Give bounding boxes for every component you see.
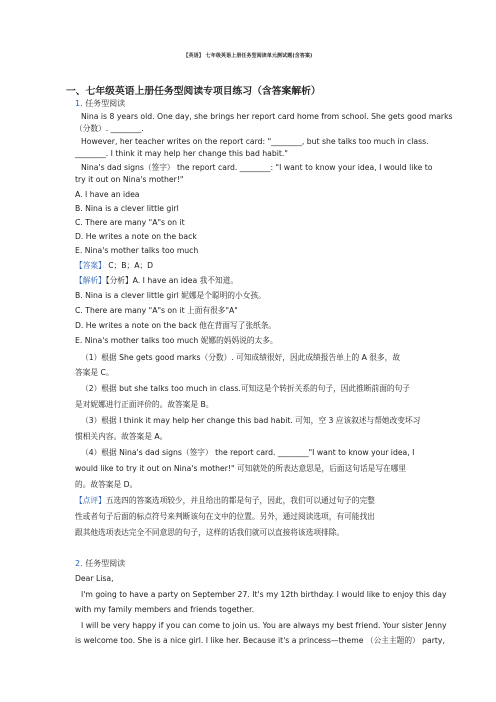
option-b: B. Nina is a clever little girl (75, 204, 179, 213)
answer-tag: 【答案】 (75, 261, 106, 270)
passage-line: However, her teacher writes on the report card: "________, but she talks too much in class. (81, 137, 429, 146)
letter-line: I will be very happy if you can come to join us. You are always my best friend. Your sister Jenny (81, 621, 447, 630)
passage-line: try it out on Nina's mother!" (75, 175, 184, 184)
section-heading: 一、七年级英语上册任务型阅读专项目练习（含答案解析） (66, 86, 321, 97)
analysis-line: 是对妮娜进行正面评价的。故答案是 B。 (75, 400, 214, 409)
comment-tag: 【点评】 (75, 496, 106, 505)
passage-line: Nina is 8 years old. One day, she brings her report card home from school. She gets good marks (81, 112, 453, 121)
analysis-text: 【分析】A. I have an idea 我不知道。 (105, 276, 239, 285)
question-number: 1. (75, 99, 83, 108)
analysis-line: C. There are many "A"s on it 上面有很多"A" (75, 306, 238, 315)
comment-text: 五选四的答案选项较少，并且给出的都是句子，因此，我们可以通过句子的完整 (105, 496, 375, 505)
analysis-tag: 【解析】 (75, 276, 106, 285)
letter-greeting: Dear Lisa, (75, 574, 114, 583)
option-c: C. There are many "A"s on it (75, 218, 185, 227)
comment-line (75, 496, 375, 506)
analysis-line: （1）根据 She gets good marks（分数）. 可知成绩很好，因此成绩报告单上的 A 很多，故 (81, 353, 401, 362)
analysis-line: （3）根据 I think it may help her change this bad habit. 可知，空 3 应该叙述与帮她改变坏习 (81, 416, 421, 425)
question-number: 2. (75, 559, 83, 568)
question-2-header (75, 558, 125, 569)
passage-line: Nina's dad signs（签字） the report card. ________: "I want to know your idea, I would like to (81, 163, 433, 172)
analysis-line: 答案是 C。 (75, 368, 114, 377)
comment-line: 性或者句子后面的标点符号来判断该句在文中的位置。另外，通过阅读选项，有可能找出 (75, 512, 375, 521)
option-a: A. I have an idea (75, 190, 140, 199)
question-label: 任务型阅读 (85, 559, 126, 568)
option-e: E. Nina's mother talks too much (75, 246, 199, 255)
analysis-line: B. Nina is a clever little girl 妮娜是个聪明的小女孩。 (75, 291, 266, 300)
analysis-line: D. He writes a note on the back 他在背面写了张纸条。 (75, 321, 277, 330)
passage-line: ________. I think it may help her change this bad habit." (75, 149, 288, 158)
passage-line: （分数）. ________. (75, 124, 144, 133)
analysis-line (75, 276, 238, 286)
answer-text: C；B；A；D (108, 261, 154, 270)
analysis-line: E. Nina's mother talks too much 妮娜的妈妈说的太多。 (75, 336, 278, 345)
analysis-line: 的。故答案是 D。 (75, 480, 138, 489)
answer-line (75, 261, 153, 271)
letter-line: is welcome too. She is a nice girl. I like her. Because it's a princess—theme （公主主题的） party, (75, 636, 445, 645)
question-1-header (75, 98, 125, 109)
analysis-line: 惯相关内容。故答案是 A。 (75, 432, 168, 441)
analysis-line: （2）根据 but she talks too much in class.可知这是个转折关系的句子，因此推断前面的句子 (81, 384, 410, 393)
document-title: 【英语】 七年级英语上册任务型阅读单元测试题(含答案) (183, 53, 313, 59)
letter-line: with my family members and friends together. (75, 605, 255, 614)
option-d: D. He writes a note on the back (75, 232, 197, 241)
analysis-line: would like to try it out on Nina's mother!" 可知就处的所表达意思是，后面这句话是写在哪里 (75, 464, 407, 473)
analysis-line: （4）根据 Nina's dad signs（签字） the report card. ________"I want to know your idea, I (81, 448, 415, 457)
comment-line: 跟其他选项表达完全不同意思的句子，这样的话我们就可以直接将该选项排除。 (75, 528, 345, 537)
question-label: 任务型阅读 (85, 99, 126, 108)
letter-line: I'm going to have a party on September 27. It's my 12th birthday. I would like to enjoy this day (81, 590, 447, 599)
